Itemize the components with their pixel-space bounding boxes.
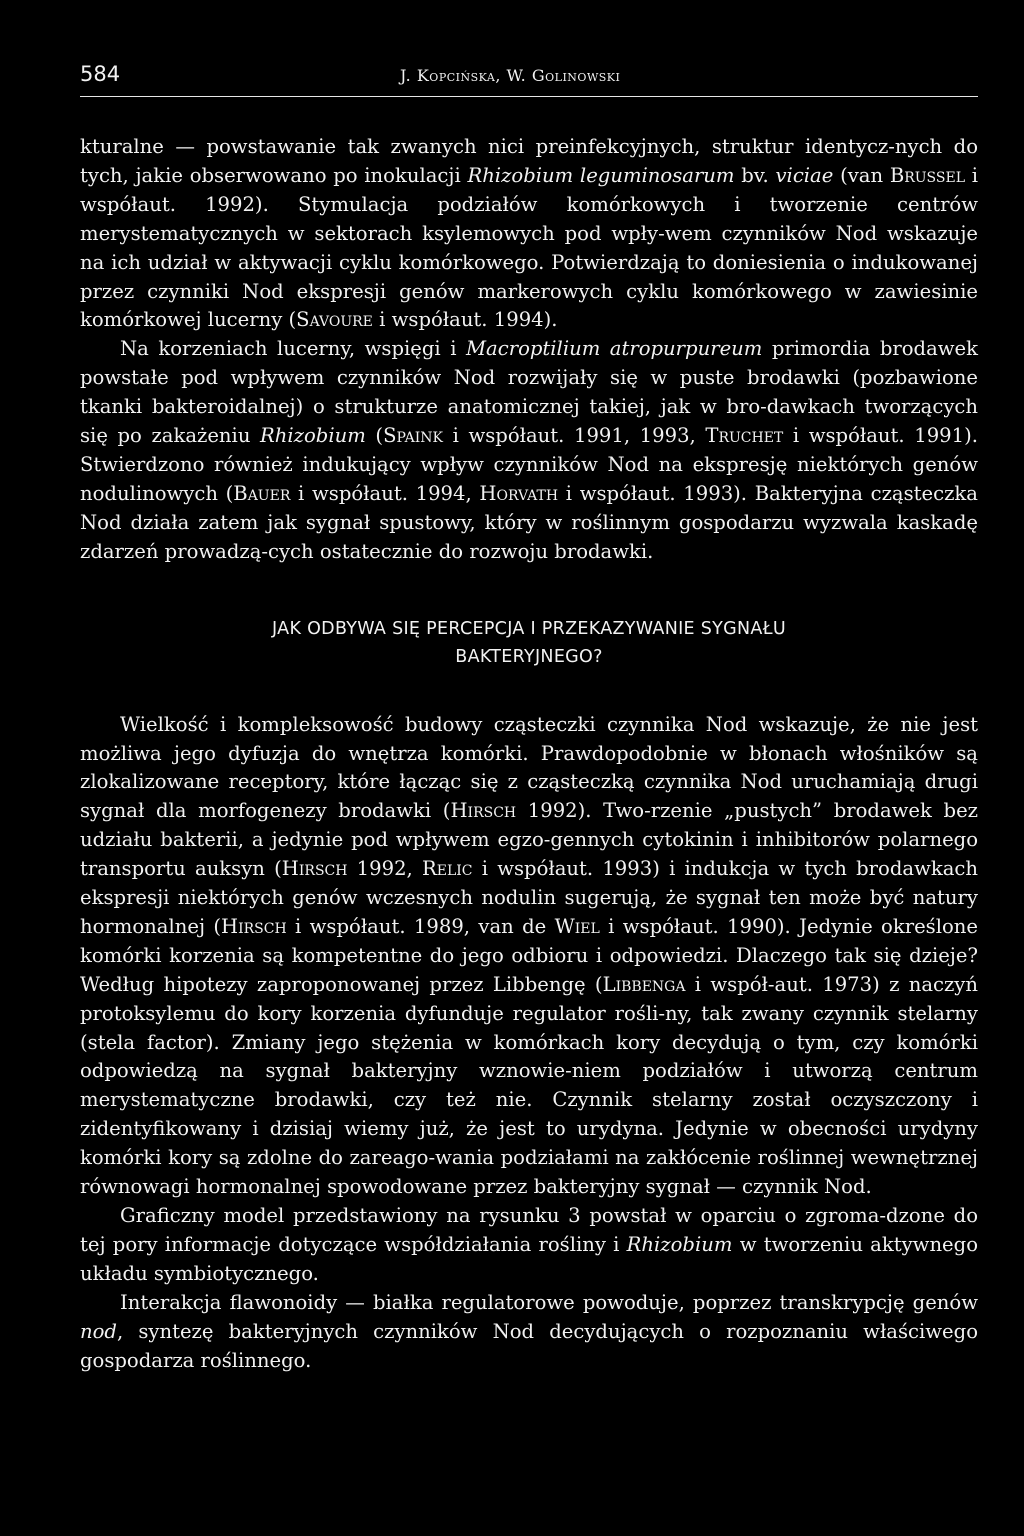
text-run: i współaut. 1991). Stwierdzono również indukujący wpływ czynników Nod na ekspresję niektórych genów nodulinowych ( bbox=[80, 424, 978, 505]
paragraph bbox=[80, 711, 978, 1202]
running-header bbox=[80, 62, 978, 97]
text-run: i współaut. 1994). bbox=[372, 308, 558, 332]
document-page bbox=[80, 62, 978, 1375]
text-run: (van bbox=[833, 163, 890, 187]
section-heading bbox=[80, 615, 978, 671]
text-run: i współaut. 1993). Bakteryjna cząsteczka Nod działa zatem jak sygnał spustowy, który w roślinnym gospodarzu wyzwala kaskadę zdarzeń prowadzą-cych ostatecznie do rozwoju brodawki. bbox=[80, 481, 978, 563]
text-run: kturalne — powstawanie tak zwanych nici preinfekcyjnych, struktur identycz-nych do tych, jakie obserwowano po inokulacji bbox=[80, 135, 978, 187]
italic-term: viciae bbox=[775, 163, 834, 187]
text-run: i współaut. 1994, bbox=[290, 481, 480, 505]
text-run: Graficzny model przedstawiony na rysunku 3 powstał w oparciu o zgroma-dzone do tej pory informacje dotyczące współdziałania rośliny i bbox=[80, 1204, 978, 1256]
text-run: primordia brodawek powstałe pod wpływem czynników Nod rozwijały się w puste brodawki (pozbawione tkanki bakteroidalnej) o strukturze anatomicznej takiej, jak w bro-dawkach tworzących się po zakażeniu bbox=[80, 337, 978, 448]
author-citation: Hirsch bbox=[281, 857, 348, 881]
author-citation: Savoure bbox=[296, 308, 373, 332]
text-run: 1992, bbox=[347, 857, 422, 881]
author-citation: Bauer bbox=[233, 481, 291, 505]
section-heading-line: JAK ODBYWA SIĘ PERCEPCJA I PRZEKAZYWANIE SYGNAŁU bbox=[272, 618, 786, 639]
author-citation: Hirsch bbox=[221, 914, 287, 938]
paragraph bbox=[80, 335, 978, 566]
italic-term: Rhizobium leguminosarum bbox=[467, 163, 735, 187]
text-run: w tworzeniu aktywnego układu symbiotycznego. bbox=[80, 1232, 978, 1285]
text-run: Na korzeniach lucerny, wspięgi i bbox=[120, 337, 466, 361]
text-run: i współaut. 1989, van de bbox=[286, 914, 555, 938]
text-run: 1992). Two-rzenie „pustych” brodawek bez udziału bakterii, a jedynie pod wpływem egzo-gennych cytokinin i inhibitorów polarnego transportu auksyn ( bbox=[80, 799, 978, 881]
text-run: i współaut. 1993) i indukcja w tych brodawkach ekspresji niektórych genów wczesnych nodulin sugerują, że sygnał ten może być natury hormonalnej ( bbox=[80, 857, 978, 938]
text-run: bv. bbox=[734, 163, 776, 187]
italic-term: Rhizobium bbox=[626, 1232, 733, 1256]
running-head-authors: J. Kopcińska, W. Golinowski bbox=[400, 66, 621, 85]
text-run: Wielkość i kompleksowość budowy cząsteczki czynnika Nod wskazuje, że nie jest możliwa jego dyfuzja do wnętrza komórki. Prawdopodobnie w błonach włośników są zlokalizowane receptory, które łącząc się z cząsteczką czynnika Nod uruchamiają drugi sygnał dla morfogenezy brodawki ( bbox=[80, 712, 978, 823]
italic-term: Macroptilium atropurpureum bbox=[465, 337, 763, 361]
author-citation: Brussel bbox=[889, 163, 966, 187]
author-citation: Spaink bbox=[383, 424, 443, 448]
text-run: Interakcja flawonoidy — białka regulatorowe powoduje, poprzez transkrypcję genów bbox=[120, 1290, 978, 1314]
paragraph bbox=[80, 1289, 978, 1376]
text-run: i współaut. 1992). Stymulacja podziałów komórkowych i tworzenie centrów merystematycznych w sektorach ksylemowych pod wpły-wem czynników Nod wskazuje na ich udział w aktywacji cyklu komórkowego. Potwierdzają to doniesienia o indukowanej przez czynniki Nod ekspresji genów markerowych cyklu komórkowego w zawiesinie komórkowej lucerny ( bbox=[80, 163, 979, 332]
paragraph-group-top bbox=[80, 133, 978, 567]
text-run: i współaut. 1990). Jedynie określone komórki korzenia są kompetentne do jego odbioru i odpowiedzi. Dlaczego tak się dzieje? Według hipotezy zaproponowanej przez Libbengę ( bbox=[80, 914, 978, 996]
text-run: , syntezę bakteryjnych czynników Nod decydujących o rozpoznaniu właściwego gospodarza roślinnego. bbox=[80, 1319, 978, 1372]
author-citation: Libbenga bbox=[602, 972, 686, 996]
text-run: i współ-aut. 1973) z naczyń protoksylemu do kory korzenia dyfunduje regulator rośli-ny, tak zwany czynnik stelarny (stela factor). Zmiany jego stężenia w komórkach kory decydują o tym, czy komórki odpowiedzą na sygnał bakteryjny wznowie-niem podziałów i utworzą centrum merystematyczne brodawki, czy też nie. Czynnik stelarny został oczyszczony i zidentyfikowany i dzisiaj wiemy już, że jest to urydyna. Jedynie w obecności urydyny komórki kory są zdolne do zareago-wania podziałami na zakłócenie roślinnej wewnętrznej równowagi hormonalnej spowodowane przez bakteryjny sygnał — czynnik Nod. bbox=[80, 972, 978, 1199]
author-citation: Truchet bbox=[705, 424, 784, 448]
italic-term: Rhizobium bbox=[260, 424, 366, 448]
page-number: 584 bbox=[80, 62, 121, 86]
text-run: i współaut. 1991, 1993, bbox=[443, 424, 706, 448]
paragraph bbox=[80, 1202, 978, 1289]
paragraph bbox=[80, 133, 978, 335]
author-citation: Horvath bbox=[479, 481, 559, 505]
text-run: ( bbox=[365, 424, 384, 448]
body-text bbox=[80, 133, 978, 1375]
paragraph-group-bottom bbox=[80, 711, 978, 1376]
author-citation: Wiel bbox=[554, 914, 600, 938]
author-citation: Hirsch bbox=[450, 799, 517, 823]
section-heading-line: BAKTERYJNEGO? bbox=[455, 646, 603, 667]
italic-term: nod bbox=[80, 1319, 117, 1343]
author-citation: Relic bbox=[422, 857, 473, 881]
